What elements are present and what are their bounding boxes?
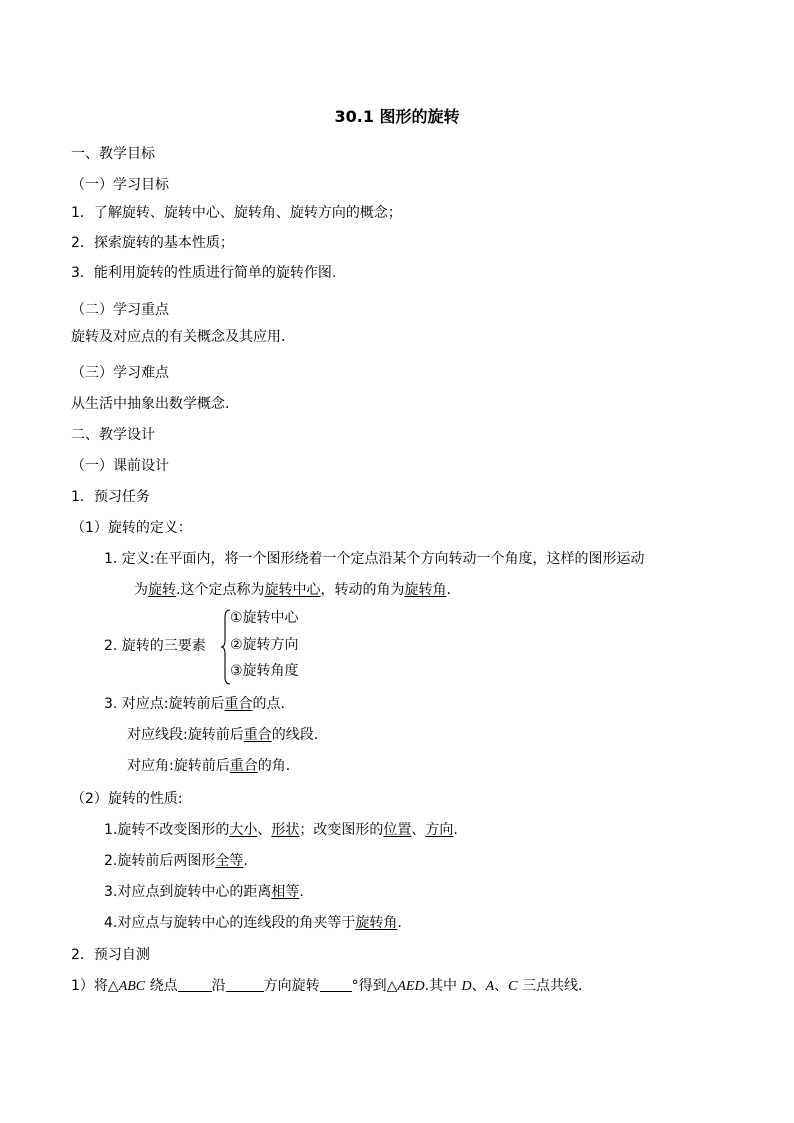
question-text: 、 [494, 978, 509, 994]
corresponding-text: 对应线段:旋转前后 [127, 727, 244, 743]
term-size: 大小 [229, 822, 258, 838]
property-text: 、 [411, 822, 426, 838]
question-text: 沿 [211, 978, 226, 994]
question-text: 绕点 [145, 978, 178, 994]
property-text: 2.旋转前后两图形 [104, 853, 216, 869]
corresponding-text: 3. 对应点:旋转前后 [104, 696, 225, 712]
definition-text: . [446, 582, 451, 598]
point-a: A [485, 979, 495, 994]
element-item-3: ③旋转角度 [230, 663, 299, 679]
difficulty-text: 从生活中抽象出数学概念. [71, 396, 230, 412]
preview-task-heading: 1．预习任务 [71, 489, 150, 505]
subheading-preclass: （一）课前设计 [71, 458, 169, 474]
section-heading-2: 二、教学设计 [71, 427, 155, 443]
corresponding-angle [127, 757, 290, 775]
property-1 [104, 821, 458, 839]
term-rotation-angle: 旋转角 [404, 582, 447, 598]
property-text: . [397, 915, 402, 931]
property-2 [104, 852, 248, 870]
self-test-heading: 2．预习自测 [71, 947, 150, 963]
element-item-2: ②旋转方向 [230, 637, 299, 653]
blank-angle[interactable] [320, 977, 352, 992]
question-text: 三点共线. [517, 978, 583, 994]
term-coincide: 重合 [229, 758, 258, 774]
question-text: 方向旋转 [263, 978, 320, 994]
subheading-difficulty: （三）学习难点 [71, 365, 169, 381]
goal-item-1: 1．了解旋转、旋转中心、旋转角、旋转方向的概念； [71, 205, 402, 221]
corresponding-text: 的角. [257, 758, 291, 774]
subheading-learning-goals: （一）学习目标 [71, 177, 169, 193]
corresponding-text: 的点. [252, 696, 285, 712]
goal-item-3: 3．能利用旋转的性质进行简单的旋转作图. [71, 265, 337, 281]
three-elements-label: 2. 旋转的三要素 [104, 638, 206, 654]
term-shape: 形状 [271, 822, 300, 838]
definition-heading: （1）旋转的定义： [71, 520, 192, 536]
definition-text: ，转动的角为 [320, 582, 405, 598]
property-text: 3.对应点到旋转中心的距离 [104, 884, 272, 900]
section-heading-1: 一、教学目标 [71, 146, 155, 162]
question-text: 1）将 [71, 978, 108, 994]
blank-point[interactable] [178, 977, 212, 992]
properties-heading: （2）旋转的性质: [71, 791, 183, 807]
property-text: 、 [257, 822, 272, 838]
triangle-aed: △AED [386, 979, 425, 994]
term-coincide: 重合 [224, 696, 253, 712]
definition-line-1: 1. 定义:在平面内，将一个图形绕着一个定点沿某个方向转动一个角度，这样的图形运动 [104, 551, 645, 567]
blank-direction[interactable] [226, 977, 264, 992]
property-4 [104, 914, 402, 932]
question-text: .其中 [424, 978, 462, 994]
question-1 [71, 977, 582, 996]
term-coincide: 重合 [243, 727, 272, 743]
term-rotation: 旋转 [148, 582, 176, 598]
point-d: D [461, 979, 472, 994]
focus-text: 旋转及对应点的有关概念及其应用． [71, 329, 295, 345]
element-item-1: ①旋转中心 [230, 610, 299, 626]
corresponding-point [104, 695, 285, 713]
term-position: 位置 [383, 822, 412, 838]
term-rotation-center: 旋转中心 [264, 582, 321, 598]
corresponding-text: 的线段. [271, 727, 319, 743]
point-c: C [508, 979, 518, 994]
term-equal: 相等 [271, 884, 300, 900]
definition-line-2 [134, 581, 451, 599]
term-congruent: 全等 [215, 853, 244, 869]
page-title: 30.1 图形的旋转 [334, 107, 460, 126]
corresponding-text: 对应角:旋转前后 [127, 758, 230, 774]
property-text: . [299, 884, 304, 900]
property-text: ；改变图形的 [299, 822, 384, 838]
question-text: °得到 [351, 978, 387, 994]
definition-text: 为 [134, 582, 148, 598]
term-direction: 方向 [425, 822, 454, 838]
corresponding-segment [127, 726, 318, 744]
property-3 [104, 883, 304, 901]
property-text: 4.对应点与旋转中心的连线段的角夹等于 [104, 915, 356, 931]
property-text: . [453, 822, 458, 838]
goal-item-2: 2．探索旋转的基本性质； [71, 235, 234, 251]
term-rotation-angle: 旋转角 [355, 915, 398, 931]
definition-text: .这个定点称为 [176, 582, 265, 598]
property-text: 1.旋转不改变图形的 [104, 822, 230, 838]
property-text: . [243, 853, 248, 869]
subheading-focus: （二）学习重点 [71, 302, 169, 318]
triangle-abc: △ABC [107, 979, 146, 994]
question-text: 、 [471, 978, 486, 994]
